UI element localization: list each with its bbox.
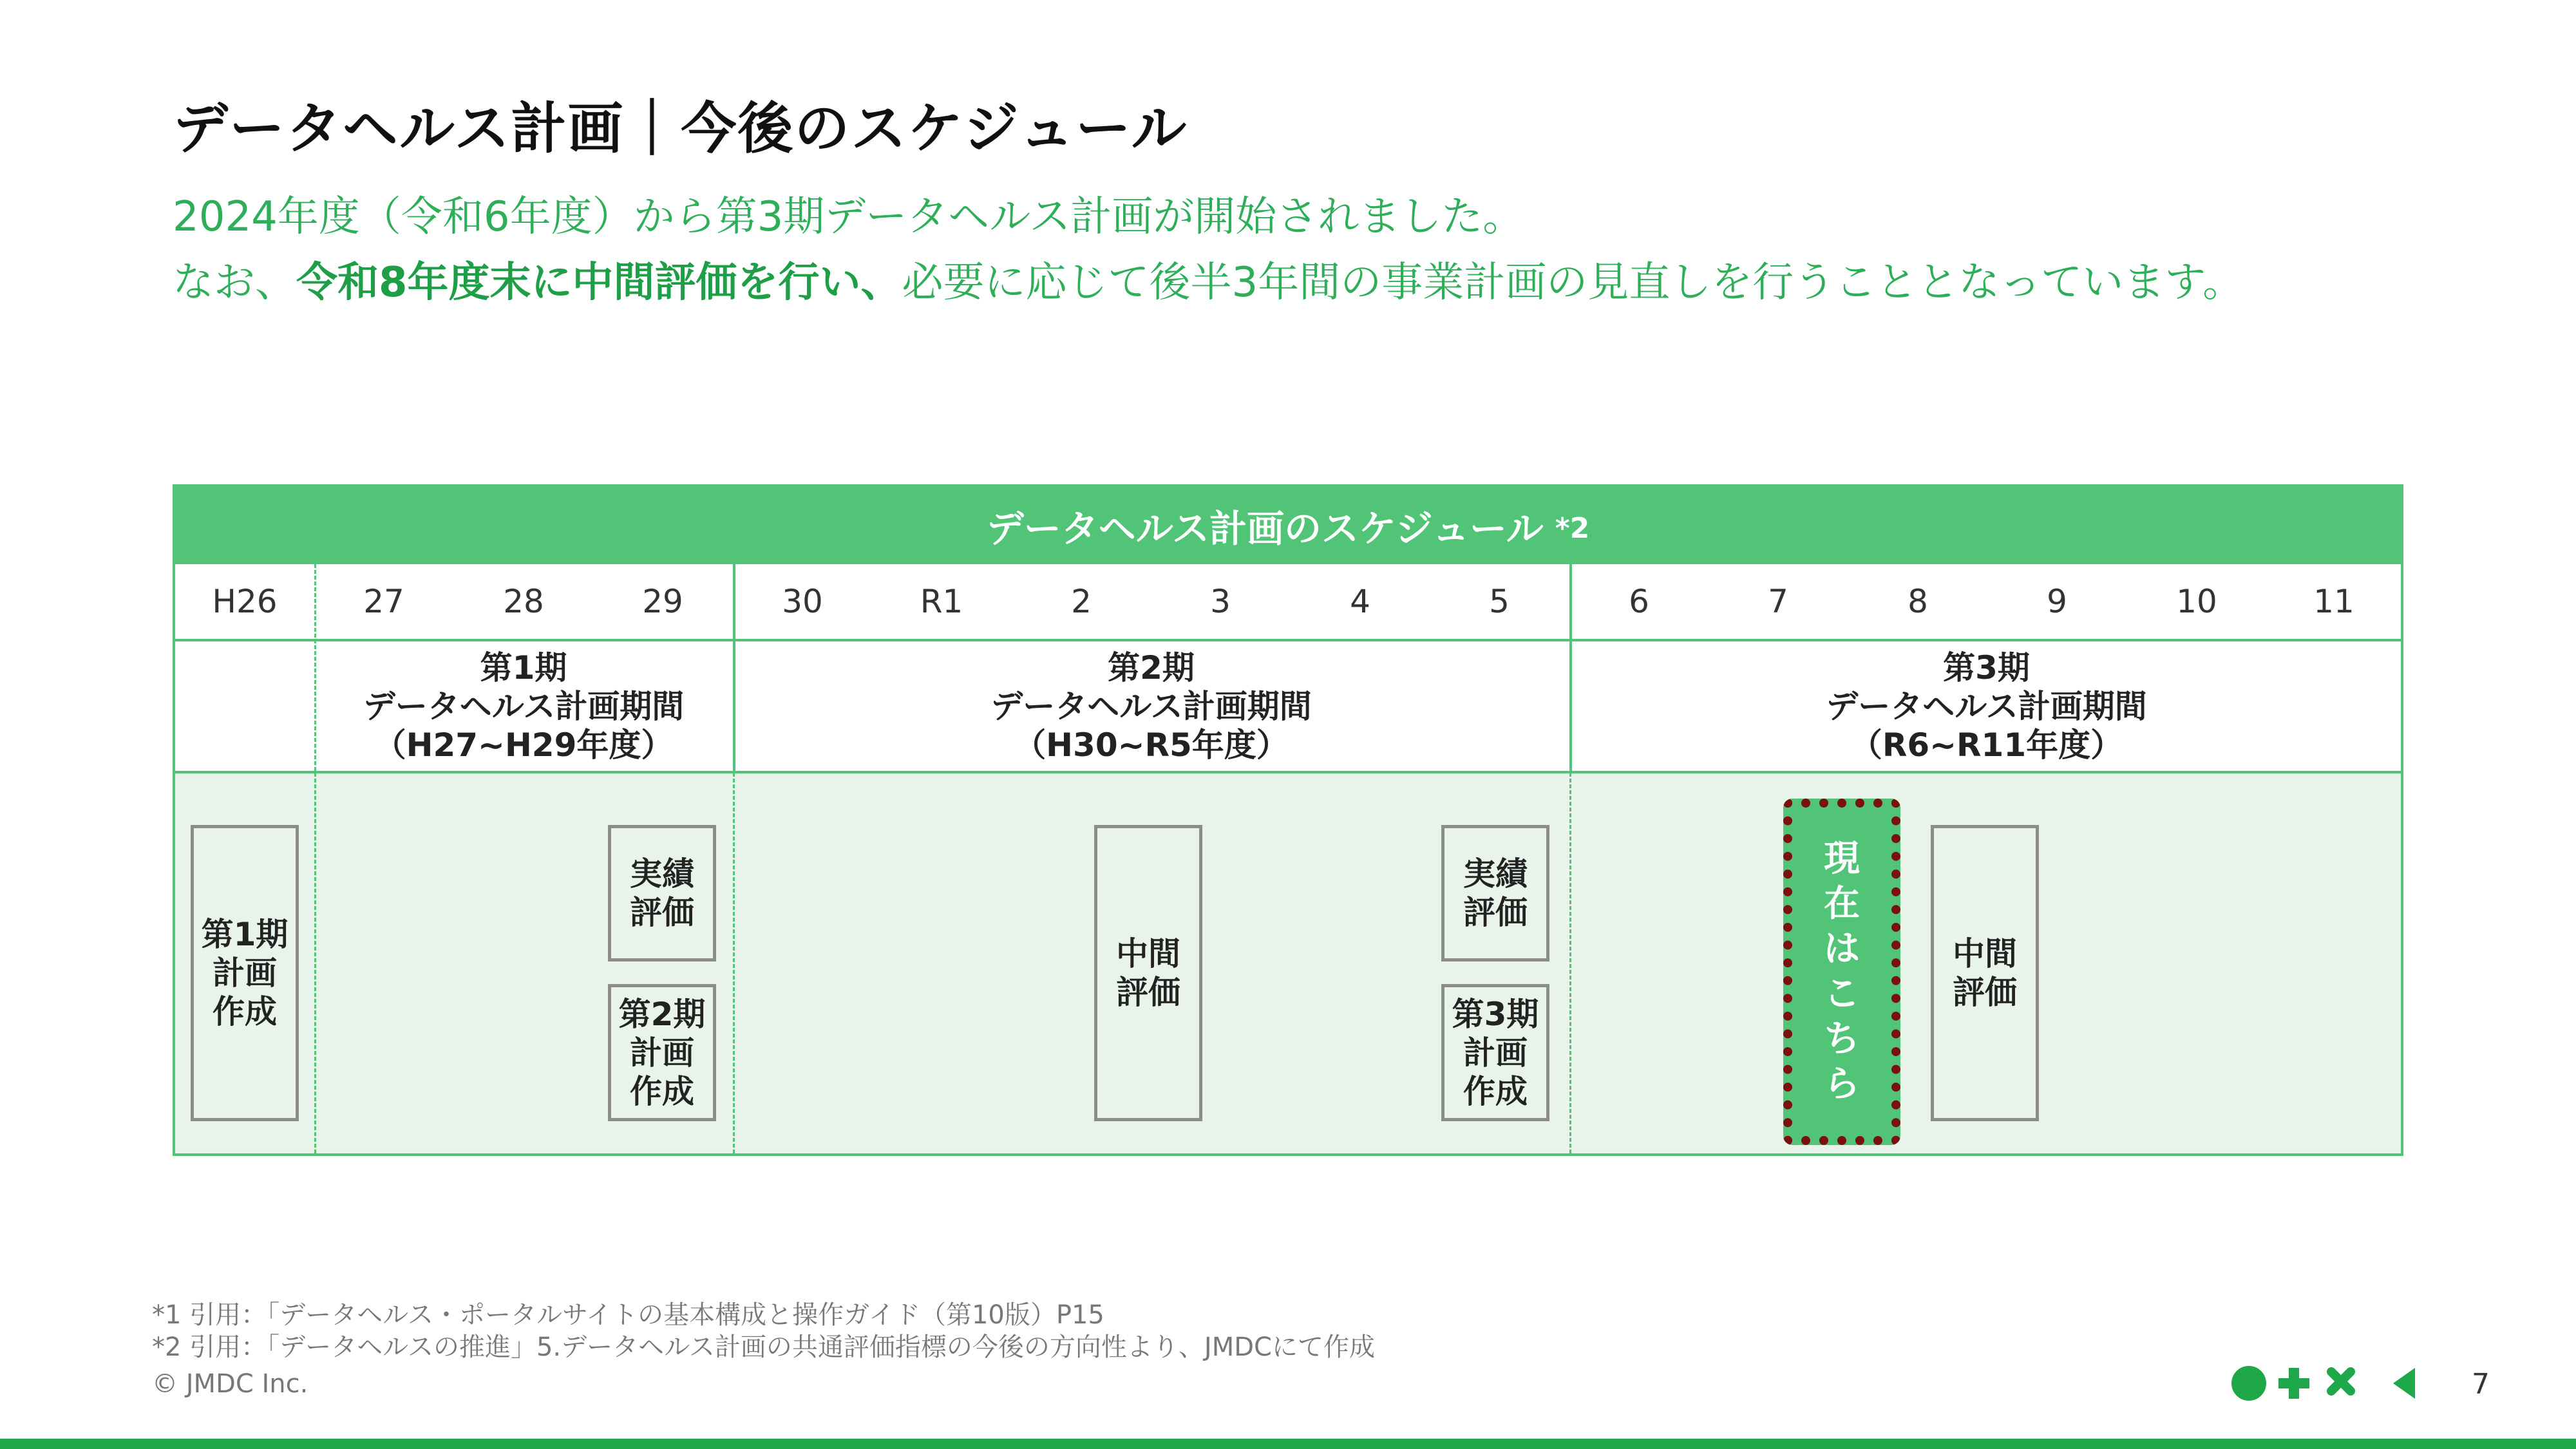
period-name: データヘルス計画期間 [990,687,1312,725]
intro-line-2-suffix: 必要に応じて後半3年間の事業計画の見直しを行うこととなっています。 [902,259,2244,307]
box-text: 作成 [630,1072,694,1110]
year-cell: 27 [363,583,404,620]
period-range: （H27~H29年度） [374,726,674,764]
schedule-table [173,484,2403,1156]
year-cell: H26 [212,583,278,620]
circle-icon [2231,1366,2266,1401]
mid-evaluation-box-3 [1931,825,2039,1121]
period-3 [1569,641,2403,771]
cross-icon [2331,1372,2351,1391]
year-cell: 9 [2047,583,2067,620]
marker-char: ら [1824,1063,1860,1105]
marker-char: 現 [1824,838,1860,880]
box-text: 第1期 [201,916,289,953]
year-cell: 29 [642,583,683,620]
year-cell: 28 [503,583,544,620]
intro-line-2-prefix: なお、 [173,259,296,307]
period-2 [733,641,1569,771]
mid-evaluation-box-2 [1094,825,1202,1121]
period-label: 第1期 [480,649,567,687]
marker-char: こ [1824,973,1860,1015]
period-row [175,641,2401,773]
period-name: データヘルス計画期間 [1826,687,2147,725]
box-text: 中間 [1953,935,2017,972]
box-text: 実績 [630,855,694,893]
box-text: 評価 [1463,894,1528,931]
box-text: 作成 [213,993,277,1030]
schedule-table-header [175,487,2401,564]
bottom-accent-bar [0,1439,2576,1449]
footnote-2: *2 引用：「データヘルスの推進」5.データヘルス計画の共通評価指標の今後の方向性より、JMDCにて作成 [152,1332,1375,1362]
plan-box-2 [608,984,716,1121]
plan-box-1 [191,825,299,1121]
box-text: 計画 [213,954,277,992]
plus-icon [2278,1368,2309,1399]
period-range: （R6~R11年度） [1850,726,2123,764]
triangle-icon [2393,1368,2415,1399]
box-text: 評価 [1116,974,1180,1011]
year-cell: 4 [1350,583,1370,620]
schedule-title: データヘルス計画のスケジュール [986,507,1544,551]
year-cell: 3 [1210,583,1231,620]
year-cell: 5 [1489,583,1510,620]
box-text: 評価 [630,894,694,931]
column-divider [314,564,316,1153]
period-label: 第3期 [1943,649,2030,687]
brand-logo [2230,1364,2423,1403]
year-cell: 2 [1071,583,1092,620]
year-cell: 10 [2176,583,2217,620]
period-1 [314,641,733,771]
year-cell: 11 [2313,583,2354,620]
page-title: データヘルス計画｜今後のスケジュール [173,97,1188,161]
evaluation-box-2 [1441,825,1549,961]
box-text: 中間 [1116,935,1180,972]
current-position-marker [1783,799,1900,1145]
year-cell: R1 [920,583,963,620]
intro-line-1: 2024年度（令和6年度）から第3期データヘルス計画が開始されました。 [173,193,1524,241]
box-text: 評価 [1953,974,2017,1011]
box-text: 計画 [630,1034,694,1072]
period-name: データヘルス計画期間 [363,687,685,725]
box-text: 実績 [1463,855,1528,893]
box-text: 第2期 [618,995,706,1033]
timeline-body [175,773,2401,1153]
year-cell: 6 [1629,583,1649,620]
marker-char: 在 [1824,883,1860,925]
page-number: 7 [2472,1368,2490,1401]
box-text: 作成 [1463,1072,1528,1110]
period-label: 第2期 [1108,649,1195,687]
column-divider [733,564,735,1153]
footnote-1: *1 引用：「データヘルス・ポータルサイトの基本構成と操作ガイド（第10版）P15 [152,1300,1104,1330]
evaluation-box-1 [608,825,716,961]
plan-box-3 [1441,984,1549,1121]
year-cell: 30 [782,583,823,620]
marker-char: ち [1824,1018,1860,1060]
intro-line-2-highlight: 令和8年度末に中間評価を行い、 [296,259,902,307]
intro-line-2 [173,249,2244,308]
copyright: © JMDC Inc. [152,1369,308,1399]
year-row [175,564,2401,641]
marker-char: は [1824,928,1860,970]
year-cell: 7 [1768,583,1788,620]
column-divider [1569,564,1571,1153]
schedule-title-note: *2 [1555,511,1590,545]
year-cell: 8 [1908,583,1928,620]
period-range: （H30~R5年度） [1014,726,1289,764]
box-text: 計画 [1463,1034,1528,1072]
box-text: 第3期 [1452,995,1539,1033]
